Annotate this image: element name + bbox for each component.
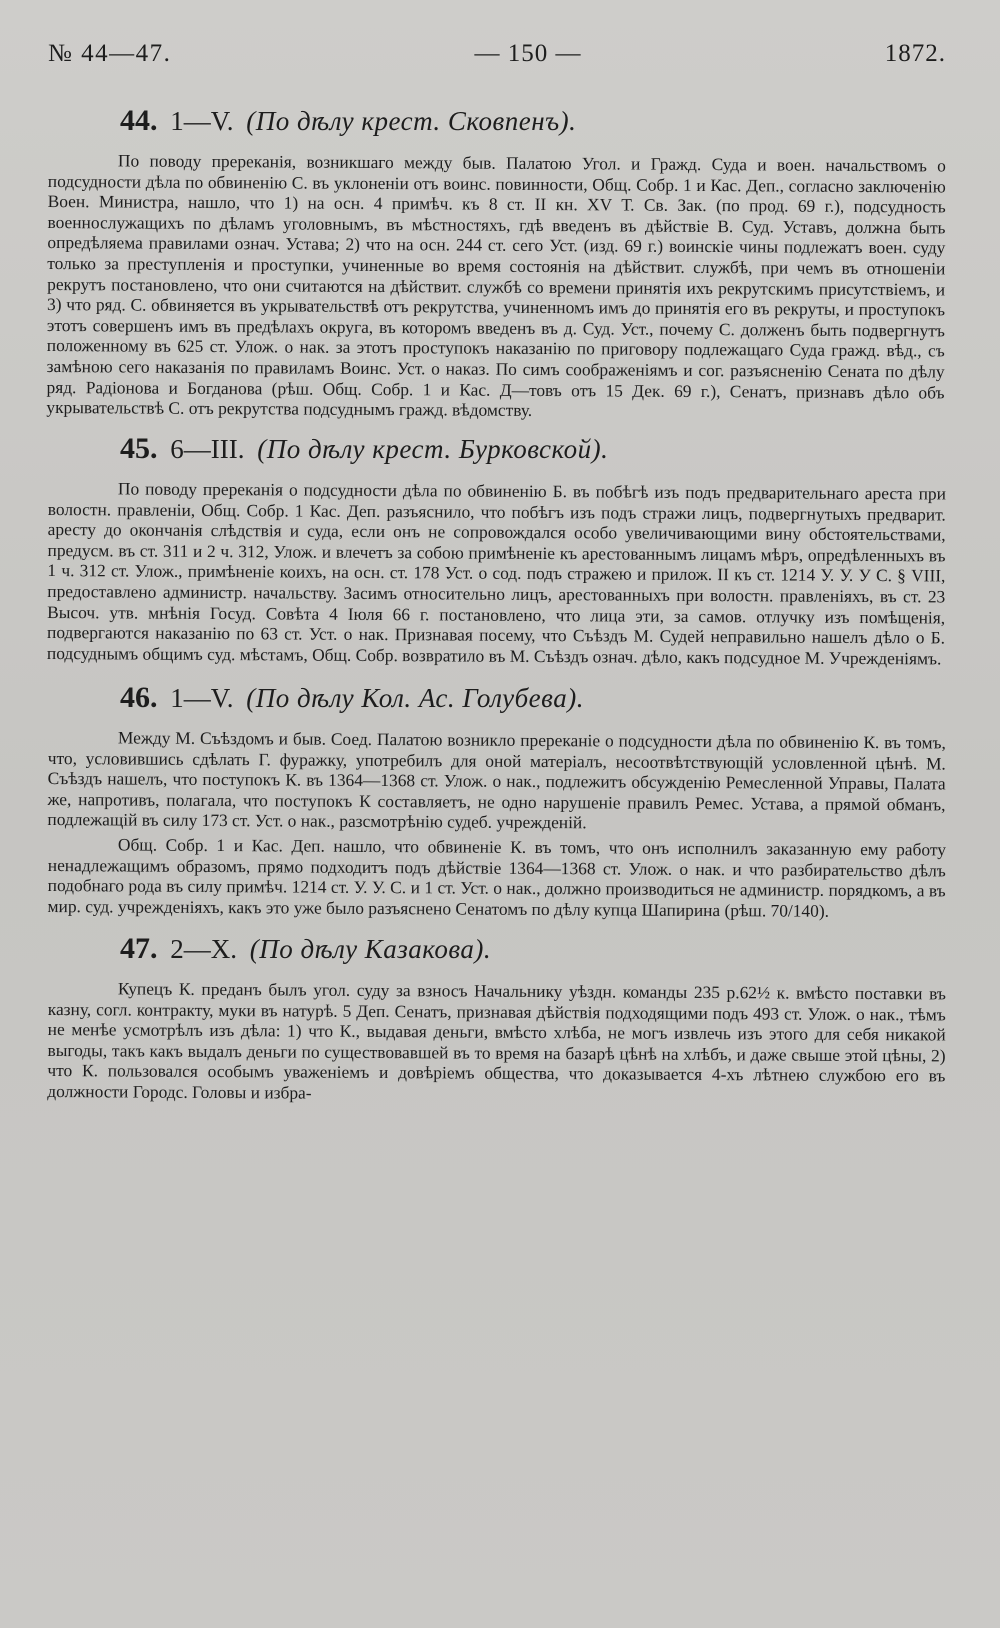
- entry-heading: [120, 104, 946, 138]
- entry-46: [47, 681, 946, 921]
- entry-heading: [120, 932, 946, 966]
- entry-paragraph: Купецъ К. преданъ былъ угол. суду за взносъ Начальнику уѣздн. команды 235 р.62½ к. вмѣсто поставки въ казну, согл. контракту, муки въ натурѣ. 5 Деп. Сенатъ, признавая дѣйствія подходящими подъ 493 ст. Улож. о нак., тѣмъ не менѣе усмотрѣлъ изъ дѣла: 1) что К., выдавая деньги, вмѣсто хлѣба, не могъ извлечь изъ этого для себя никакой выгоды, такъ какъ выдалъ деньги по существовавшей въ то время на базарѣ цѣнѣ на хлѣбъ, и даже свыше этой цѣны, 2) что К. пользовался особымъ уваженіемъ и довѣріемъ общества, что доказывается 4-хъ лѣтнею службою его въ должности Городс. Головы и избра-: [47, 978, 946, 1103]
- entry-paragraph: Между М. Съѣздомъ и быв. Соед. Палатою возникло пререканіе о подсудности дѣла по обвиненію К. въ томъ, что, условившись сдѣлать Г. фуражку, употребилъ для оной матеріалъ, несоотвѣтствующій условленной цѣнѣ. М. Съѣздъ нашелъ, что поступокъ К. въ 1364—1368 ст. Улож. о нак., подлежитъ обсужденію Ремесленной Управы, Палата же, напротивъ, полагала, что поступокъ К составляетъ, не одно нарушеніе правилъ Ремес. Устава, а прямой обманъ, подлежащій въ силу 173 ст. Уст. о нак., разсмотрѣнію судеб. учрежденій.: [47, 727, 946, 833]
- entry-number: 47.: [120, 932, 158, 966]
- entry-date: 2—X.: [170, 934, 237, 965]
- entry-number: 46.: [120, 681, 158, 715]
- header-entry-range: № 44—47.: [48, 40, 172, 67]
- running-header: [48, 40, 946, 88]
- entry-title: (По дѣлу Казакова).: [249, 934, 492, 965]
- entry-number: 45.: [120, 431, 158, 465]
- header-page-number: — 150 —: [474, 40, 582, 67]
- entry-date: 6—III.: [170, 433, 245, 464]
- entry-paragraph: По поводу пререканія, возникшаго между быв. Палатою Угол. и Гражд. Суда и воен. начальствомъ о подсудности дѣла по обвиненію С. въ уклоненіи отъ воинс. повинности, Общ. Собр. 1 и Кас. Деп., согласно заключенію Воен. Министра, нашло, что 1) на осн. 4 примѣч. къ 8 ст. II кн. XV Т. Св. Зак. (по прод. 69 г.), подсудность военнослужащихъ по дѣламъ уголовнымъ, въ мѣстностяхъ, гдѣ введенъ въ дѣйствіе В. Суд. Уставъ, должна быть опредѣляема правилами означ. Устава; 2) что на осн. 244 ст. сего Уст. (изд. 69 г.) воинскіе чины подлежатъ воен. суду только за преступленія и проступки, учиненные во время состоянія на дѣйствит. службѣ, при чемъ въ отношеніи рекрутъ постановлено, что они считаются на дѣйствит. службѣ со времени принятія ихъ рекрутскимъ присутствіемъ, и 3) что ряд. С. обвиняется въ укрывательствѣ отъ рекрутства, учиненномъ имъ до принятія его въ рекруты, и проступокъ этотъ совершенъ имъ въ предѣлахъ округа, въ которомъ введенъ въ д. Суд. Уст., почему С. долженъ быть подвергнутъ положенному въ 625 ст. Улож. о нак. за этотъ проступокъ наказанію по приговору подлежащаго Суда гражд. вѣд., съ замѣною сего наказанія по правиламъ Воинс. Уст. о наказ. По симъ соображеніямъ и сог. разъясненію Сената по дѣлу ряд. Радіонова и Богданова (рѣш. Общ. Собр. 1 и Кас. Д—товъ отъ 15 Дек. 69 г.), Сенатъ, признавъ дѣло объ укрывательствѣ С. отъ рекрутства подсуднымъ гражд. вѣдомству.: [46, 150, 946, 421]
- entry-number: 44.: [120, 104, 158, 137]
- entry-heading: [120, 681, 946, 715]
- entry-title: (По дѣлу крест. Сковпенъ).: [246, 106, 577, 136]
- entry-paragraph: Общ. Собр. 1 и Кас. Деп. нашло, что обвиненіе К. въ томъ, что онъ исполнилъ заказанную ему работу ненадлежащимъ образомъ, прямо подходитъ подъ дѣйствіе 1364—1368 ст. Улож. о нак. и что разбирательство дѣлъ подобнаго рода въ силу примѣч. 1214 ст. У. У. С. и 1 ст. Уст. о нак., должно производиться не администр. порядкомъ, а въ мир. суд. учрежденіяхъ, какъ это уже было разъяснено Сенатомъ по дѣлу купца Шапирина (рѣш. 70/140).: [47, 834, 946, 921]
- entry-heading: [120, 432, 946, 466]
- entry-47: [48, 932, 946, 1102]
- entry-date: 1—V.: [170, 106, 234, 136]
- entry-paragraph: По поводу пререканія о подсудности дѣла по обвиненію Б. въ побѣгѣ изъ подъ предварительнаго ареста при волостн. правленіи, Общ. Собр. 1 Кас. Деп. разъяснило, что побѣгъ изъ подъ стражи лицъ, подвергнутыхъ предварит. аресту до окончанія слѣдствія и суда, если онъ не сопровождался особо увеличивающими вину обстоятельствами, предусм. въ ст. 311 и 2 ч. 312, Улож. и влечетъ за собою примѣненіе къ арестованнымъ лицамъ мѣръ, опредѣленныхъ въ 1 ч. 312 ст. Улож., примѣненіе коихъ, на осн. ст. 178 Уст. о сод. подъ стражею и прилож. II къ ст. 1214 У. У. У С. § VIII, предоставлено администр. начальству. Засимъ относительно лицъ, арестованныхъ при волостн. правленіяхъ, въ ст. 23 Высоч. утв. мнѣнія Госуд. Совѣта 4 Іюля 66 г. постановлено, что лица эти, за самов. отлучку изъ помѣщенія, подвергаются наказанію по 63 ст. Уст. о нак. Признавая посему, что Съѣздъ М. Судей неправильно нашелъ дѣло о Б. подсуднымъ общимъ суд. мѣстамъ, Общ. Собр. возвратило въ М. Съѣздъ означ. дѣло, какъ подсудное М. Учрежденіямъ.: [46, 478, 946, 668]
- entry-45: [46, 431, 946, 668]
- entry-title: (По дѣлу Кол. Ас. Голубева).: [246, 683, 584, 714]
- entry-title: (По дѣлу крест. Бурковской).: [257, 433, 609, 464]
- header-year: 1872.: [884, 40, 946, 67]
- entry-date: 1—V.: [170, 683, 234, 714]
- entry-44: [46, 104, 946, 421]
